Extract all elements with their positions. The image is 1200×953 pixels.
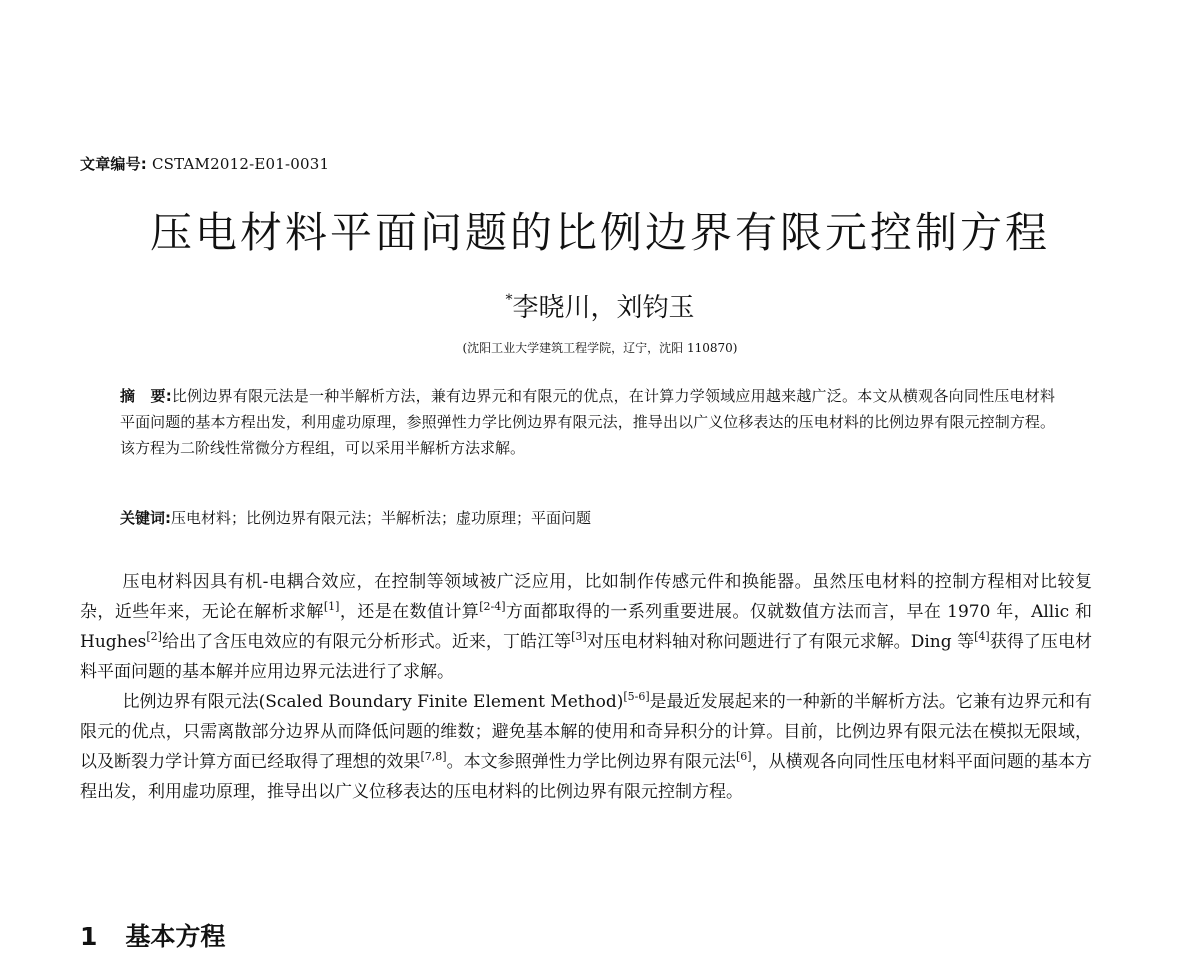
keywords-text: 压电材料；比例边界有限元法；半解析法；虚功原理；平面问题 (171, 509, 592, 527)
text-run: 方面都取得的一系列重要进展。仅就数值方法而言，早在 1970 年，Allic 和 Hughes (80, 602, 1093, 652)
article-number-label: 文章编号: (80, 155, 147, 173)
citation: [7,8] (420, 750, 447, 763)
keywords (120, 505, 1055, 531)
citation: [2] (146, 630, 162, 643)
section-heading (80, 917, 225, 953)
text-run: 获得了压电材料平面问题的基本解并应用边界元法进行了求解。 (80, 632, 1093, 682)
abstract-label: 摘 要: (120, 387, 172, 405)
section-title: 基本方程 (125, 922, 226, 951)
author-line (0, 287, 1200, 324)
affiliation: (沈阳工业大学建筑工程学院，辽宁，沈阳 110870) (462, 341, 738, 355)
paragraph-2 (80, 687, 1092, 807)
text-run: 是最近发展起来的一种新的半解析方法。它兼有边界元和有限元的优点，只需离散部分边界从而降低问题的维数；避免基本解的使用和奇异积分的计算。目前，比例边界有限元法在模拟无限域，以及断裂力学计算方面已经取得了理想的效果 (80, 692, 1092, 772)
abstract (120, 383, 1055, 461)
section-number: 1 (80, 922, 98, 951)
citation: [1] (323, 600, 340, 613)
text-run: ，从横观各向同性压电材料平面问题的基本方程出发，利用虚功原理，推导出以广义位移表达的压电材料的比例边界有限元控制方程。 (80, 752, 1093, 802)
abstract-text: 比例边界有限元法是一种半解析方法，兼有边界元和有限元的优点，在计算力学领域应用越来越广泛。本文从横观各向同性压电材料平面问题的基本方程出发，利用虚功原理，参照弹性力学比例边界有限元法，推导出以广义位移表达的压电材料的比例边界有限元控制方程。该方程为二阶线性常微分方程组，可以采用半解析方法求解。 (120, 387, 1055, 457)
text-run: 压电材料因具有机-电耦合效应，在控制等领域被广泛应用，比如制作传感元件和换能器。虽然压电材料的控制方程相对比较复杂，近些年来，无论在解析求解 (80, 572, 1092, 622)
text-run: ，还是在数值计算 (339, 602, 480, 622)
text-run: 对压电材料轴对称问题进行了有限元求解。Ding 等 (586, 632, 975, 652)
text-run: 。本文参照弹性力学比例边界有限元法 (446, 752, 736, 772)
paper-title: 压电材料平面问题的比例边界有限元控制方程 (149, 208, 1050, 257)
article-number-value: CSTAM2012-E01-0031 (151, 155, 330, 173)
citation: [3] (571, 630, 587, 643)
keywords-label: 关键词: (120, 509, 171, 527)
body-text (80, 567, 1092, 807)
citation: [2-4] (479, 600, 506, 613)
citation: [5-6] (623, 690, 650, 703)
author-names: 李晓川，刘钧玉 (512, 293, 695, 323)
corresponding-author-mark: * (505, 292, 513, 308)
citation: [4] (974, 630, 990, 643)
article-number (80, 153, 329, 174)
paragraph-1 (80, 567, 1092, 687)
text-run: 比例边界有限元法(Scaled Boundary Finite Element Method) (122, 692, 624, 712)
citation: [6] (735, 750, 752, 763)
text-run: 给出了含压电效应的有限元分析形式。近来，丁皓江等 (161, 632, 572, 652)
